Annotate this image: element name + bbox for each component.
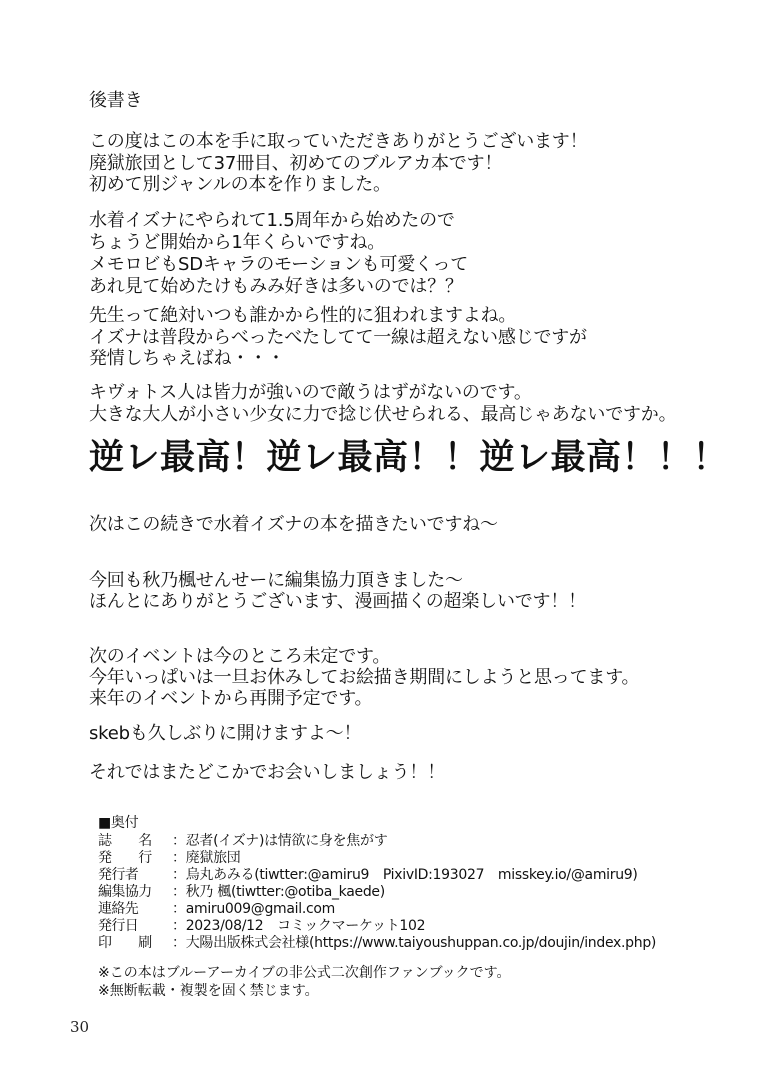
text-line: 来年のイベントから再開予定です。 (89, 688, 373, 709)
colophon-row (98, 884, 385, 901)
text-line: skebも久しぶりに開けますよ～！ (89, 723, 362, 744)
colophon-value: ：忍者(イズナ)は情欲に身を焦がす (172, 833, 388, 849)
colophon-row (98, 833, 387, 850)
text-line: 今年いっぱいは一旦お休みしてお絵描き期間にしようと思ってます。 (89, 667, 640, 688)
text-line: ほんとにありがとうございます、漫画描くの超楽しいです！！ (89, 591, 586, 612)
colophon-value: ：大陽出版株式会社様(https://www.taiyoushuppan.co.jp/doujin/index.php) (172, 935, 657, 951)
colophon-row (98, 935, 656, 952)
text-line: 大きな大人が小さい少女に力で捻じ伏せられる、最高じゃあないですか。 (89, 404, 677, 425)
colophon-key: 印 刷 (98, 935, 152, 951)
colophon-note: ※この本はブルーアーカイブの非公式二次創作ファンブックです。 (98, 965, 511, 981)
text-line: 水着イズナにやられて1.5周年から始めたので (89, 210, 455, 231)
text-line: それではまたどこかでお会いしましょう！！ (89, 762, 445, 783)
colophon-value: ：秋乃 楓(tiwtter:@otiba_kaede) (172, 884, 385, 900)
text-line: 今回も秋乃楓せんせーに編集協力頂きました～ (89, 570, 463, 591)
text-line: 先生って絶対いつも誰かから性的に狙われますよね。 (89, 305, 517, 326)
text-line: キヴォトス人は皆力が強いので敵うはずがないのです。 (89, 382, 532, 403)
colophon-key: 編集協力 (98, 884, 152, 900)
colophon-value: ：烏丸あみる(tiwtter:@amiru9 PixivID:193027 misskey.io/@amiru9) (172, 867, 638, 883)
text-line: ちょうど開始から1年くらいですね。 (89, 232, 386, 253)
colophon-key: 誌 名 (98, 833, 152, 849)
colophon-value: ：amiru009@gmail.com (172, 901, 335, 917)
colophon-row (98, 901, 335, 918)
colophon-row (98, 867, 638, 884)
colophon-heading: ■奥付 (98, 815, 139, 831)
page-number: 30 (70, 1018, 90, 1036)
colophon-row (98, 918, 425, 935)
text-line: この度はこの本を手に取っていただきありがとうございます！ (89, 131, 588, 152)
colophon-value: ：廃獄旅団 (172, 850, 241, 866)
text-line: イズナは普段からべったべたしてて一線は超えない感じですが (89, 327, 587, 348)
text-line: あれ見て始めたけもみみ好きは多いのでは？？ (89, 276, 463, 297)
text-line: 次はこの続きで水着イズナの本を描きたいですね～ (89, 514, 498, 535)
afterword-heading: 後書き (89, 90, 143, 111)
colophon-value: ：2023/08/12 コミックマーケット102 (172, 918, 426, 934)
text-line: 廃獄旅団として37冊目、初めてのブルアカ本です！ (89, 153, 503, 174)
colophon-key: 発 行 (98, 850, 152, 866)
text-line: メモロビもSDキャラのモーションも可愛くって (89, 254, 469, 275)
colophon-key: 発行日 (98, 918, 139, 934)
colophon-key: 連絡先 (98, 901, 139, 917)
text-line: 次のイベントは今のところ未定です。 (89, 646, 391, 667)
colophon-note: ※無断転載・複製を固く禁じます。 (98, 983, 319, 999)
colophon-key: 発行者 (98, 867, 139, 883)
text-line: 初めて別ジャンルの本を作りました。 (89, 174, 391, 195)
colophon-row (98, 850, 241, 867)
shout-heading: 逆レ最高！逆レ最高！！逆レ最高！！！ (89, 438, 729, 478)
text-line: 発情しちゃえばね・・・ (89, 348, 285, 369)
